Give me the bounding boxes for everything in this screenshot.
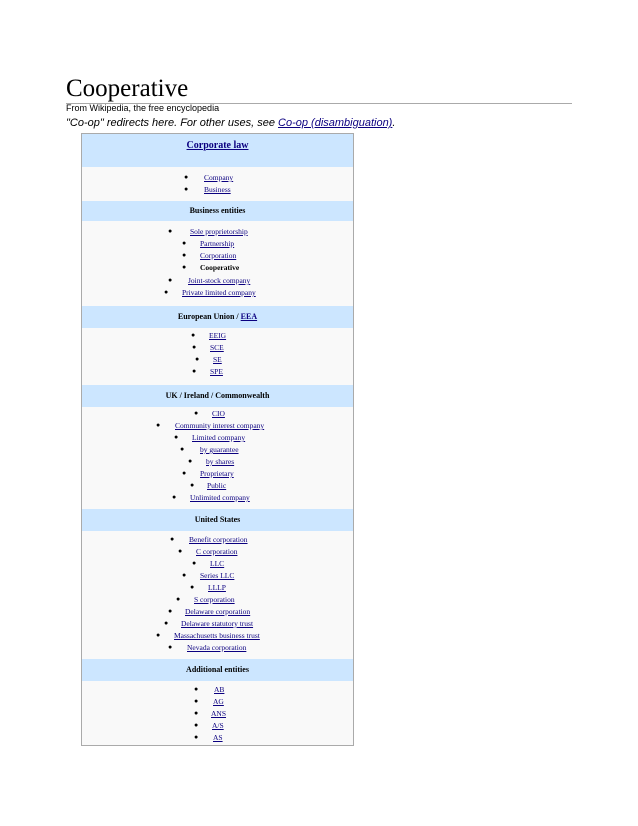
nav-link-proprietary[interactable]: Proprietary: [200, 469, 234, 478]
bullet-icon: ●: [192, 367, 197, 375]
bullet-icon: ●: [174, 433, 179, 441]
section-heading-business-entities: Business entities: [82, 201, 353, 221]
bullet-icon: ●: [188, 457, 193, 465]
bullet-icon: ●: [156, 421, 161, 429]
nav-link-public[interactable]: Public: [207, 481, 227, 490]
navbox-header[interactable]: Corporate law: [82, 134, 353, 167]
section-heading-united-states: United States: [82, 509, 353, 531]
nav-link-ans[interactable]: ANS: [211, 709, 227, 718]
eea-link[interactable]: EEA: [240, 312, 258, 321]
nav-link-s-corporation[interactable]: S corporation: [194, 595, 235, 604]
bullet-icon: ●: [194, 733, 199, 741]
nav-link-eeig[interactable]: EEIG: [209, 331, 227, 340]
bullet-icon: ●: [182, 469, 187, 477]
section-heading-eu-text: European Union /: [177, 312, 241, 321]
bullet-icon: ●: [195, 355, 200, 363]
nav-link-massachusetts-business-trust[interactable]: Massachusetts business trust: [174, 631, 260, 640]
nav-link-partnership[interactable]: Partnership: [200, 239, 235, 248]
nav-link-se[interactable]: SE: [213, 355, 222, 364]
corporate-law-navbox: [81, 133, 354, 746]
bullet-icon: ●: [178, 547, 183, 555]
bullet-icon: ●: [164, 288, 169, 296]
bullet-icon: ●: [192, 343, 197, 351]
current-item-cooperative: Cooperative: [200, 263, 240, 272]
tagline: From Wikipedia, the free encyclopedia: [66, 103, 220, 113]
bullet-icon: ●: [182, 239, 187, 247]
nav-link-llc[interactable]: LLC: [210, 559, 225, 568]
bullet-icon: ●: [194, 697, 199, 705]
bullet-icon: ●: [184, 173, 189, 181]
section-heading-european-union: [82, 306, 353, 328]
bullet-icon: ●: [168, 276, 173, 284]
bullet-icon: ●: [182, 263, 187, 271]
nav-link-a-s[interactable]: A/S: [212, 721, 224, 730]
bullet-icon: ●: [180, 445, 185, 453]
nav-link-sole-proprietorship[interactable]: Sole proprietorship: [190, 227, 248, 236]
nav-link-private-limited-company[interactable]: Private limited company: [182, 288, 256, 297]
nav-link-series-llc[interactable]: Series LLC: [200, 571, 235, 580]
bullet-icon: ●: [182, 571, 187, 579]
nav-link-benefit-corporation[interactable]: Benefit corporation: [189, 535, 248, 544]
bullet-icon: ●: [176, 595, 181, 603]
disambiguation-link[interactable]: Co-op (disambiguation): [278, 117, 393, 129]
nav-link-limited-company[interactable]: Limited company: [192, 433, 246, 442]
nav-link-sce[interactable]: SCE: [210, 343, 224, 352]
nav-link-ab[interactable]: AB: [214, 685, 225, 694]
nav-link-cio[interactable]: CIO: [212, 409, 225, 418]
section-heading-additional-entities: Additional entities: [82, 659, 353, 681]
section-heading-uk-ireland-commonwealth: UK / Ireland / Commonwealth: [82, 385, 353, 407]
bullet-icon: ●: [194, 709, 199, 717]
nav-link-unlimited-company[interactable]: Unlimited company: [190, 493, 250, 502]
bullet-icon: ●: [168, 607, 173, 615]
nav-link-nevada-corporation[interactable]: Nevada corporation: [187, 643, 247, 652]
bullet-icon: ●: [192, 559, 197, 567]
bullet-icon: ●: [164, 619, 169, 627]
bullet-icon: ●: [156, 631, 161, 639]
nav-link-business[interactable]: Business: [204, 185, 231, 194]
hatnote-end: .: [392, 117, 396, 129]
nav-link-c-corporation[interactable]: C corporation: [196, 547, 238, 556]
bullet-icon: ●: [184, 185, 189, 193]
bullet-icon: ●: [170, 535, 175, 543]
nav-link-spe[interactable]: SPE: [210, 367, 223, 376]
nav-link-joint-stock-company[interactable]: Joint-stock company: [188, 276, 251, 285]
nav-link-company[interactable]: Company: [204, 173, 234, 182]
bullet-icon: ●: [168, 643, 173, 651]
nav-link-lllp[interactable]: LLLP: [208, 583, 226, 592]
hatnote: [66, 116, 395, 130]
bullet-icon: ●: [190, 583, 195, 591]
nav-link-by-shares[interactable]: by shares: [206, 457, 235, 466]
bullet-icon: ●: [191, 331, 196, 339]
nav-link-ag[interactable]: AG: [213, 697, 224, 706]
page-title: Cooperative: [66, 76, 572, 104]
nav-link-by-guarantee[interactable]: by guarantee: [200, 445, 239, 454]
bullet-icon: ●: [168, 227, 173, 235]
nav-link-delaware-statutory-trust[interactable]: Delaware statutory trust: [181, 619, 254, 628]
nav-link-community-interest-company[interactable]: Community interest company: [175, 421, 265, 430]
bullet-icon: ●: [194, 721, 199, 729]
hatnote-text: "Co-op" redirects here. For other uses, see: [66, 117, 279, 129]
bullet-icon: ●: [194, 685, 199, 693]
bullet-icon: ●: [194, 409, 199, 417]
bullet-icon: ●: [172, 493, 177, 501]
bullet-icon: ●: [182, 251, 187, 259]
bullet-icon: ●: [190, 481, 195, 489]
nav-link-corporation[interactable]: Corporation: [200, 251, 237, 260]
nav-link-delaware-corporation[interactable]: Delaware corporation: [185, 607, 251, 616]
nav-link-as[interactable]: AS: [213, 733, 223, 742]
